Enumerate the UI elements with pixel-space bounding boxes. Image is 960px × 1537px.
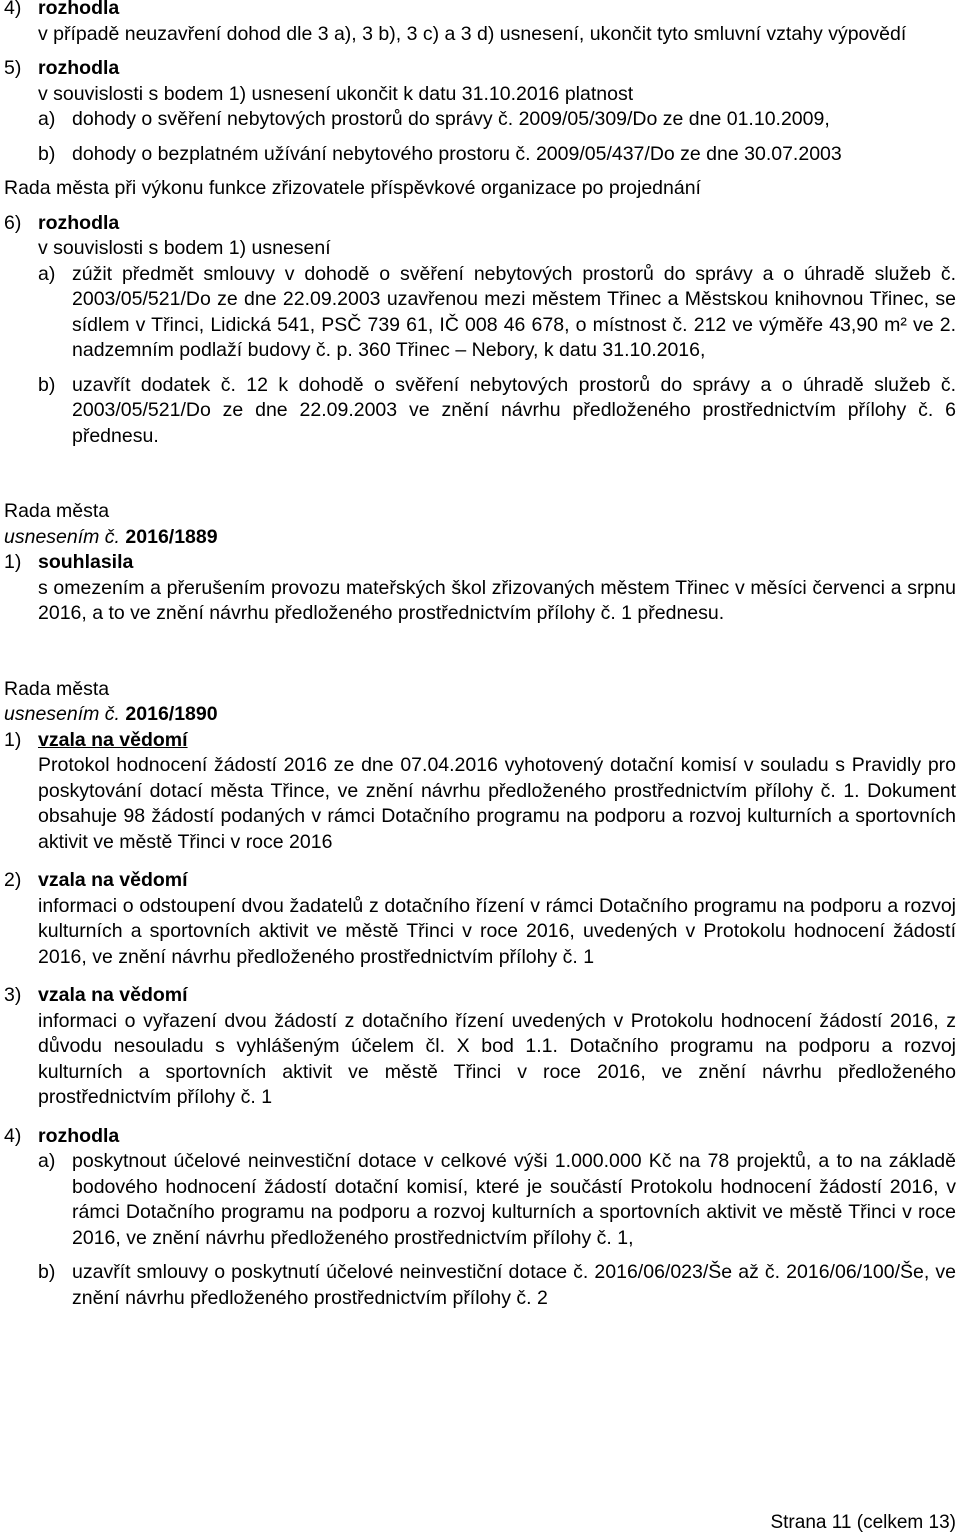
- resolution-number-line: [4, 702, 956, 728]
- subitem-text: dohody o svěření nebytových prostorů do správy č. 2009/05/309/Do ze dne 01.10.2009,: [72, 108, 830, 130]
- item-number: 6): [4, 211, 22, 234]
- subitem-label: b): [38, 1261, 56, 1283]
- item-number: 1): [4, 551, 22, 573]
- resolution-1890: [4, 677, 956, 1312]
- subitem-b: [4, 1260, 956, 1311]
- item-number: 5): [4, 57, 22, 79]
- resolution-number-line: [4, 525, 956, 551]
- subitem-label: a): [38, 1150, 56, 1172]
- item-verb: souhlasila: [38, 551, 134, 573]
- item-verb: rozhodla: [38, 1124, 120, 1147]
- item-number: 1): [4, 728, 22, 751]
- subitem-text: zúžit předmět smlouvy v dohodě o svěření nebytových prostorů do správy a o úhradě služeb č. 2003/05/521/Do ze dne 22.09.2003 uzavřenou mezi městem Třinec a Městskou knihovnou Třinec, se sídlem v Třinci, Lidická 541, PSČ 739 61, IČ 008 46 678, o místnost č. 212 ve výměře 43,90 m² ve 2. nadzemním podlaží budovy č. p. 360 Třinec – Nebory, k datu 31.10.2016,: [72, 262, 956, 361]
- resolution-item-4: [4, 1124, 956, 1312]
- item-text: Protokol hodnocení žádostí 2016 ze dne 07.04.2016 vyhotovený dotační komisí v souladu s Pravidly pro poskytování dotací města Třince, ve znění návrhu předloženého prostřednictvím přílohy č. 1. Dokument obsahuje 98 žádostí podaných v rámci Dotačního programu na podporu a rozvoj kulturních a sportovních aktivit ve městě Třinci v roce 2016: [38, 754, 956, 853]
- item-intro: v souvislosti s bodem 1) usnesení: [38, 237, 331, 259]
- subitem-label: b): [38, 373, 56, 396]
- item-verb: vzala na vědomí: [38, 869, 188, 891]
- subitem-a: [4, 1149, 956, 1251]
- subitem-b: [4, 373, 956, 450]
- item-text: informaci o odstoupení dvou žadatelů z dotačního řízení v rámci Dotačního programu na podporu a rozvoj kulturních a sportovních aktivit ve městě Třinci v roce 2016, uvedených v Protokolu hodnocení žádostí 2016, ve znění návrhu předloženého prostřednictvím přílohy č. 1: [38, 894, 956, 968]
- item-intro: v souvislosti s bodem 1) usnesení ukončit k datu 31.10.2016 platnost: [38, 82, 634, 105]
- resolution-item-1: [4, 728, 956, 856]
- item-verb: rozhodla: [38, 211, 120, 234]
- subitem-text: poskytnout účelové neinvestiční dotace v celkové výši 1.000.000 Kč na 78 projektů, a to na základě bodového hodnocení žádostí dotační komisí, které je součástí Protokolu hodnocení žádostí 2016, v rámci Dotačního programu na podporu a rozvoj kulturních a sportovních aktivit ve městě Třinci v roce 2016, ve znění návrhu předloženého prostřednictvím přílohy č. 1,: [72, 1150, 956, 1249]
- resolution-heading: Rada města: [4, 677, 110, 700]
- page-footer: Strana 11 (celkem 13): [770, 1512, 956, 1533]
- document-page: [4, 0, 956, 1311]
- resolution-label: usnesením č.: [4, 703, 120, 725]
- item-number: 4): [4, 0, 22, 19]
- item-verb: vzala na vědomí: [38, 728, 188, 751]
- subitem-text: dohody o bezplatném užívání nebytového prostoru č. 2009/05/437/Do ze dne 30.07.2003: [72, 142, 842, 165]
- subitem-label: a): [38, 108, 56, 130]
- subitem-label: b): [38, 142, 56, 165]
- item-text: informaci o vyřazení dvou žádostí z dotačního řízení uvedených v Protokolu hodnocení žádostí 2016, z důvodu nesouladu s vyhlášeným účelem čl. X bod 1.1. Dotačního programu na podporu a rozvoj kulturních a sportovních aktivit ve městě Třinci v roce 2016, ve znění návrhu předloženého prostřednictvím přílohy č. 1: [38, 1009, 956, 1108]
- item-6: [4, 211, 956, 450]
- item-number: 2): [4, 869, 22, 891]
- resolution-number: 2016/1890: [125, 703, 218, 725]
- resolution-number: 2016/1889: [125, 525, 218, 548]
- subitem-text: uzavřít dodatek č. 12 k dohodě o svěření nebytových prostorů do správy a o úhradě služeb č. 2003/05/521/Do ze dne 22.09.2003 ve znění návrhu předloženého prostřednictvím přílohy č. 6 přednesu.: [72, 373, 956, 447]
- item-number: 3): [4, 984, 22, 1006]
- item-verb: rozhodla: [38, 57, 120, 79]
- council-statement: Rada města při výkonu funkce zřizovatele příspěvkové organizace po projednání: [4, 177, 701, 199]
- resolution-item-1: [4, 550, 956, 627]
- item-text: s omezením a přerušením provozu mateřských škol zřizovaných městem Třinec v měsíci červenci a srpnu 2016, a to ve znění návrhu předloženého prostřednictvím přílohy č. 1 přednesu.: [38, 576, 956, 624]
- item-number: 4): [4, 1124, 22, 1147]
- subitem-b: [4, 142, 956, 168]
- resolution-item-2: [4, 868, 956, 970]
- subitem-text: uzavřít smlouvy o poskytnutí účelové neinvestiční dotace č. 2016/06/023/Še až č. 2016/06/100/Še, ve znění návrhu předloženého prostřednictvím přílohy č. 2: [72, 1261, 956, 1309]
- resolution-heading: Rada města: [4, 500, 110, 522]
- subitem-a: [4, 262, 956, 364]
- item-4: [4, 0, 956, 47]
- item-text: v případě neuzavření dohod dle 3 a), 3 b), 3 c) a 3 d) usnesení, ukončit tyto smluvní vztahy výpovědí: [38, 22, 907, 45]
- resolution-item-3: [4, 983, 956, 1111]
- item-verb: vzala na vědomí: [38, 984, 188, 1006]
- item-verb: rozhodla: [38, 0, 120, 19]
- item-5: [4, 56, 956, 167]
- resolution-1889: [4, 499, 956, 627]
- subitem-label: a): [38, 262, 56, 285]
- subitem-a: [4, 107, 956, 133]
- resolution-label: usnesením č.: [4, 525, 120, 548]
